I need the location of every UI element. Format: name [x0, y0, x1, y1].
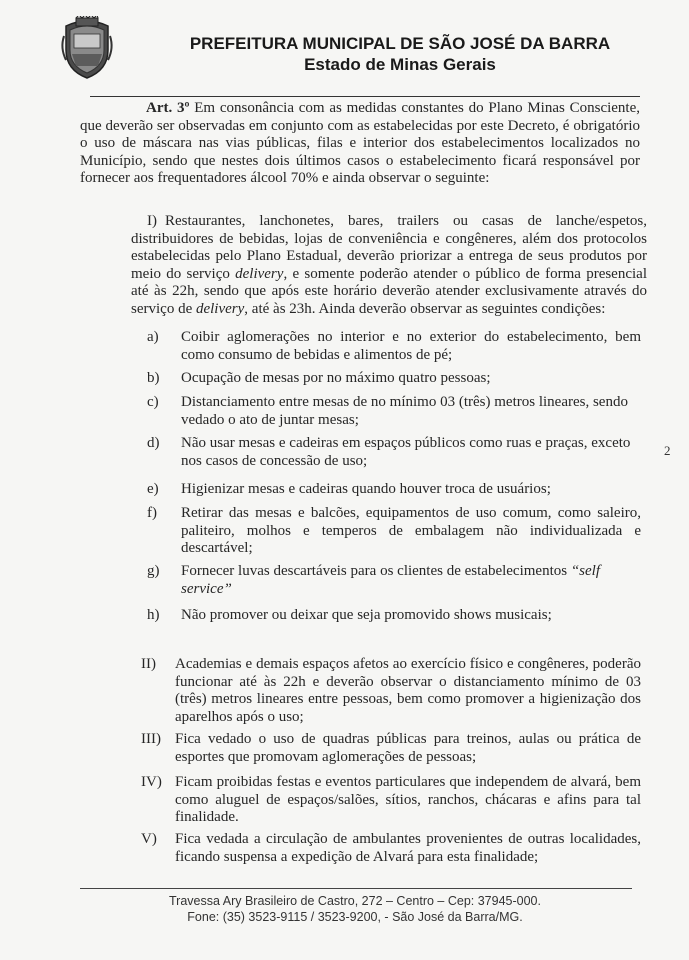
municipality-title: PREFEITURA MUNICIPAL DE SÃO JOSÉ DA BARRA: [189, 34, 611, 53]
footer-phone: Fone: (35) 3523-9115 / 3523-9200, - São José da Barra/MG.: [187, 910, 523, 924]
document-page: PREFEITURA MUNICIPAL DE SÃO JOSÉ DA BARRA Estado de Minas Gerais Art. 3º Em consonância com as medidas constantes do Plano Minas Consciente, que deverão ser observadas em conjunto com as estabelecidas por este Decreto, é obrigatório o uso de máscara nas vias públicas, filas e interior dos estabelecimentos localizados no Município, sendo que nestes dois últimos casos o estabelecimento ficará responsável por fornecer aos frequentadores álcool 70% e ainda observar o seguinte: I) Restaurantes, lanchonetes, bares, trailers ou casas de lanche/espetos, distribuidores de bebidas, lojas de conveniência e congêneres, além dos protocolos estabelecidas pelo Plano Estadual, deverão priorizar a entrega de seus produtos por meio do serviço delivery, e somente poderão atender o público de forma presencial até às 22h, sendo que após este horário deverão atender exclusivamente através do serviço de delivery, até às 23h. Ainda deverão observar as seguintes condições: a) Coibir aglomerações no interior e no exterior do estabelecimento, bem como consumo de bebidas e alimentos de pé; b) Ocupação de mesas por no máximo quatro pessoas; c) Distanciamento entre mesas de no mínimo 03 (três) metros lineares, sendo vedado o ato de juntar mesas; d) Não usar mesas e cadeiras em espaços públicos como ruas e praças, exceto nos casos de concessão de uso; e) Higienizar mesas e cadeiras quando houver troca de usuários; f) Retirar das mesas e balcões, equipamentos de uso comum, como saleiro, paliteiro, molhos e temperos de embalagem não individualizada e descartável; g) Fornecer luvas descartáveis para os clientes de estabelecimentos “self service” h) Não promover ou deixar que seja promovido shows musicais; 2 II) Academias e demais espaços afetos ao exercício físico e congêneres, poderão funcionar até às 22h e deverão observar o distanciamento mínimo de 03 (três) metros lineares entre pessoas, bem como promover a higienização dos aparelhos após o uso; III) Fica vedado o uso de quadras públicas para treinos, aulas ou prática de esportes que promovam aglomerações de pessoas; IV) Ficam proibidas festas e eventos particulares que independem de alvará, bem como aluguel de espaços/salões, sítios, ranchos, chácaras e afins para tal finalidade. V) Fica vedada a circulação de ambulantes provenientes de outras localidades, ficando suspensa a expedição de Alvará para esta finalidade; Travessa Ary Brasileiro de Castro, 272 – Centro – Cep: 37945-000. Fone: (35) 3523-9115 / 3523-9200, - São José da Barra/MG.: [0, 0, 689, 960]
state-subtitle: Estado de Minas Gerais: [304, 55, 496, 74]
article-paragraph: [80, 100, 640, 188]
article-text: Em consonância com as medidas constantes do Plano Minas Consciente, que deverão ser observadas em conjunto com as estabelecidas por este Decreto, é obrigatório o uso de máscara nas vias públicas, filas e interior dos estabelecimentos localizados no Município, sendo que nestes dois últimos casos o estabelecimento ficará responsável por fornecer aos frequentadores álcool 70% e ainda observar o seguinte:: [80, 100, 641, 186]
page-margin-number: 2: [664, 443, 671, 458]
page-title: [120, 33, 680, 75]
header-divider: [90, 96, 640, 97]
article-label: Art. 3º: [146, 100, 190, 116]
section-marker: I): [147, 213, 157, 229]
section-text: Restaurantes, lanchonetes, bares, trailers ou casas de lanche/espetos, distribuidores de bebidas, lojas de conveniência e congêneres, além dos protocolos estabelecidas pelo Plano Estadual, deverão priorizar a entrega de seus produtos por meio do serviço delivery, e somente poderão atender o público de forma presencial até às 22h, sendo que após este horário deverão atender exclusivamente através do serviço de delivery, até às 23h. Ainda deverão observar as seguintes condições:: [131, 213, 647, 317]
municipal-crest-logo: [58, 16, 116, 80]
footer-divider: [80, 888, 632, 889]
footer-address: Travessa Ary Brasileiro de Castro, 272 – Centro – Cep: 37945-000.: [169, 894, 541, 908]
